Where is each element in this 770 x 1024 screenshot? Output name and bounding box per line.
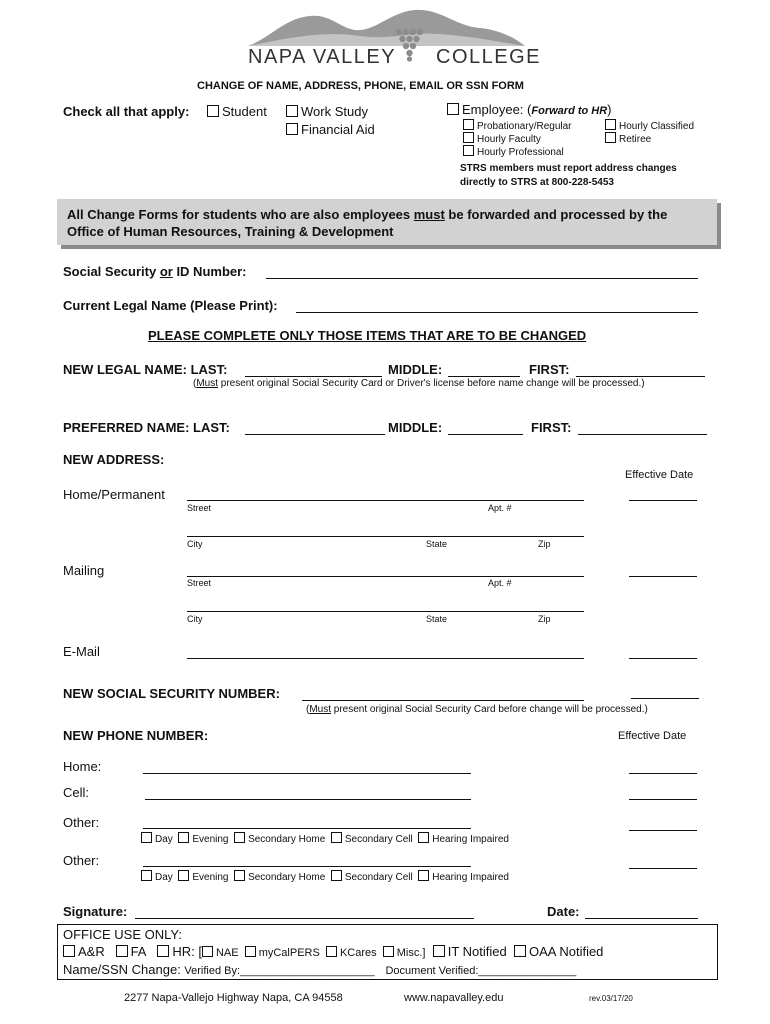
work-study-checkbox-box[interactable] xyxy=(286,105,298,117)
cell-phone-label: Cell: xyxy=(63,785,90,800)
other-phone-2-options xyxy=(141,870,509,883)
phone-effective-date-label: Effective Date xyxy=(618,730,687,742)
other-phone-1-label: Other: xyxy=(63,815,100,830)
ar-label: A&R xyxy=(78,944,105,959)
preferred-middle-label: MIDDLE: xyxy=(388,420,443,435)
grape-cluster-icon xyxy=(394,28,424,62)
option-secondary-home-checkbox[interactable] xyxy=(234,834,325,845)
new-legal-middle-label: MIDDLE: xyxy=(388,362,443,377)
new-ssn-note xyxy=(306,704,648,715)
oaa-notified-box[interactable] xyxy=(514,945,526,957)
option-secondary-cell-label: Secondary Cell xyxy=(344,872,413,883)
home-phone-date-input[interactable] xyxy=(629,759,697,774)
employee-checkbox[interactable] xyxy=(447,102,612,117)
current-legal-name-label: Current Legal Name (Please Print): xyxy=(63,298,278,313)
oaa-notified-checkbox[interactable] xyxy=(514,944,603,959)
option-evening-checkbox[interactable] xyxy=(178,872,228,883)
banner-line2: Office of Human Resources, Training & Development xyxy=(67,224,394,239)
hourly-professional-checkbox-box[interactable] xyxy=(463,145,474,156)
kcares-box[interactable] xyxy=(326,946,337,957)
new-ssn-input[interactable] xyxy=(302,686,584,701)
other-phone-1-input[interactable] xyxy=(143,814,471,829)
college-name-left: NAPA VALLEY xyxy=(248,46,397,68)
option-secondary-home-box[interactable] xyxy=(234,870,245,881)
nae-label: NAE xyxy=(215,947,239,959)
option-secondary-home-label: Secondary Home xyxy=(248,834,326,845)
ssn-id-or: or xyxy=(159,264,173,279)
option-evening-checkbox[interactable] xyxy=(178,834,228,845)
check-all-label: Check all that apply: xyxy=(63,104,190,119)
other-phone-2-date-input[interactable] xyxy=(629,854,697,869)
student-checkbox-box[interactable] xyxy=(207,105,219,117)
option-day-label: Day xyxy=(155,834,173,845)
mycalpers-label: myCalPERS xyxy=(258,947,320,959)
option-day-checkbox[interactable] xyxy=(141,834,173,845)
current-legal-name-input[interactable] xyxy=(296,298,698,313)
financial-aid-label: Financial Aid xyxy=(301,122,375,137)
cell-phone-input[interactable] xyxy=(145,785,471,800)
date-label: Date: xyxy=(547,904,580,919)
instruction-heading: PLEASE COMPLETE ONLY THOSE ITEMS THAT ARE TO BE CHANGED xyxy=(148,328,587,343)
new-legal-name-note xyxy=(193,378,645,389)
cell-phone-date-input[interactable] xyxy=(629,785,697,800)
hr-checkbox[interactable] xyxy=(157,944,202,959)
hourly-classified-checkbox[interactable] xyxy=(605,119,694,132)
it-notified-checkbox[interactable] xyxy=(433,944,507,959)
student-checkbox[interactable] xyxy=(207,104,267,119)
employee-note-close: ) xyxy=(607,102,612,117)
preferred-first-label: FIRST: xyxy=(531,420,572,435)
option-secondary-cell-checkbox[interactable] xyxy=(331,872,413,883)
verified-by-field[interactable]: Verified By:______________________ xyxy=(184,965,375,977)
option-hearing-impaired-box[interactable] xyxy=(418,870,429,881)
new-legal-note-open: ( xyxy=(193,378,197,389)
financial-aid-checkbox-box[interactable] xyxy=(286,123,298,135)
fa-box[interactable] xyxy=(116,945,128,957)
new-legal-name-label: NEW LEGAL NAME: LAST: xyxy=(63,362,228,377)
employee-note: Forward to HR xyxy=(531,105,608,117)
new-ssn-note-rest: present original Social Security Card before change will be processed.) xyxy=(331,704,648,715)
home-state-caption: State xyxy=(426,539,448,549)
employee-label: Employee: xyxy=(462,102,524,117)
option-evening-box[interactable] xyxy=(178,870,189,881)
email-input[interactable] xyxy=(187,644,584,659)
name-ssn-change-label: Name/SSN Change: xyxy=(63,962,181,977)
oaa-notified-label: OAA Notified xyxy=(528,944,604,959)
misc-box[interactable] xyxy=(383,946,394,957)
other-phone-2-label: Other: xyxy=(63,853,100,868)
home-phone-label: Home: xyxy=(63,759,102,774)
hourly-professional-checkbox[interactable] xyxy=(463,145,564,158)
home-effective-date-input[interactable] xyxy=(629,486,697,501)
work-study-checkbox[interactable] xyxy=(286,104,368,119)
new-phone-heading: NEW PHONE NUMBER: xyxy=(63,728,209,743)
office-use-row1 xyxy=(63,944,603,959)
hourly-classified-label: Hourly Classified xyxy=(619,121,695,132)
home-city-caption: City xyxy=(187,539,203,549)
office-use-box xyxy=(57,924,718,980)
banner-line1 xyxy=(67,207,667,222)
home-permanent-label: Home/Permanent xyxy=(63,487,165,502)
other-phone-1-options xyxy=(141,832,509,845)
probationary-checkbox-box[interactable] xyxy=(463,119,474,130)
nae-box[interactable] xyxy=(202,946,213,957)
option-hearing-impaired-label: Hearing Impaired xyxy=(432,872,509,883)
mailing-street-input[interactable] xyxy=(187,562,584,577)
retiree-label: Retiree xyxy=(619,134,652,145)
option-secondary-cell-box[interactable] xyxy=(331,832,342,843)
new-ssn-note-open: ( xyxy=(306,704,310,715)
email-label: E-Mail xyxy=(63,644,100,659)
mailing-state-caption: State xyxy=(426,614,448,624)
ssn-id-label-b: ID Number: xyxy=(172,264,247,279)
banner-line1-a: All Change Forms for students who are also employees xyxy=(67,207,414,222)
hourly-classified-checkbox-box[interactable] xyxy=(605,119,616,130)
mailing-label: Mailing xyxy=(63,563,105,578)
ar-checkbox[interactable] xyxy=(63,944,105,959)
hourly-faculty-label: Hourly Faculty xyxy=(477,134,541,145)
nae-checkbox[interactable] xyxy=(202,947,239,959)
retiree-checkbox[interactable] xyxy=(605,132,651,145)
mountain-logo-icon xyxy=(240,8,530,48)
option-secondary-cell-label: Secondary Cell xyxy=(344,834,413,845)
college-name-right: COLLEGE xyxy=(436,46,541,68)
mycalpers-box[interactable] xyxy=(245,946,256,957)
new-ssn-effective-date-input[interactable] xyxy=(631,684,699,699)
mailing-city-caption: City xyxy=(187,614,203,624)
fa-label: FA xyxy=(130,944,147,959)
option-day-box[interactable] xyxy=(141,832,152,843)
mailing-city-state-zip-input[interactable] xyxy=(187,597,584,612)
office-use-row2 xyxy=(63,962,576,977)
option-day-box[interactable] xyxy=(141,870,152,881)
ssn-id-label-a: Social Security xyxy=(63,264,160,279)
email-effective-date-input[interactable] xyxy=(629,644,697,659)
hr-box[interactable] xyxy=(157,945,169,957)
signature-label: Signature: xyxy=(63,904,128,919)
option-hearing-impaired-checkbox[interactable] xyxy=(418,834,509,845)
ssn-id-label xyxy=(63,264,247,279)
ar-box[interactable] xyxy=(63,945,75,957)
notice-banner xyxy=(57,199,717,245)
new-ssn-label: NEW SOCIAL SECURITY NUMBER: xyxy=(63,686,280,701)
kcares-label: KCares xyxy=(339,947,377,959)
hourly-professional-label: Hourly Professional xyxy=(477,147,564,158)
fa-checkbox[interactable] xyxy=(116,944,147,959)
option-secondary-home-checkbox[interactable] xyxy=(234,872,325,883)
employee-note-open: ( xyxy=(527,102,532,117)
other-phone-2-input[interactable] xyxy=(143,852,471,867)
new-address-heading: NEW ADDRESS: xyxy=(63,452,165,467)
misc-label: Misc.] xyxy=(396,947,426,959)
option-hearing-impaired-box[interactable] xyxy=(418,832,429,843)
option-secondary-home-label: Secondary Home xyxy=(248,872,326,883)
mailing-effective-date-input[interactable] xyxy=(629,562,697,577)
signature-date-input[interactable] xyxy=(585,904,698,919)
retiree-checkbox-box[interactable] xyxy=(605,132,616,143)
other-phone-1-date-input[interactable] xyxy=(629,816,697,831)
ssn-id-input[interactable] xyxy=(266,264,698,279)
office-use-title: OFFICE USE ONLY: xyxy=(63,927,182,942)
hr-label: HR: [ xyxy=(172,944,202,959)
home-phone-input[interactable] xyxy=(143,759,471,774)
mailing-zip-caption: Zip xyxy=(538,614,551,624)
preferred-middle-input[interactable] xyxy=(448,420,523,435)
home-apt-caption: Apt. # xyxy=(488,503,512,513)
option-secondary-home-box[interactable] xyxy=(234,832,245,843)
work-study-label: Work Study xyxy=(301,104,368,119)
address-effective-date-label: Effective Date xyxy=(625,469,694,481)
strs-note-line1: STRS members must report address changes xyxy=(460,163,677,174)
probationary-label: Probationary/Regular xyxy=(477,121,572,132)
preferred-first-input[interactable] xyxy=(578,420,707,435)
hourly-faculty-checkbox[interactable] xyxy=(463,132,541,145)
signature-input[interactable] xyxy=(135,904,474,919)
home-city-state-zip-input[interactable] xyxy=(187,522,584,537)
new-ssn-note-must: Must xyxy=(309,704,332,715)
hourly-faculty-checkbox-box[interactable] xyxy=(463,132,474,143)
new-legal-note-rest: present original Social Security Card or Driver's license before name change will be processed.) xyxy=(218,378,645,389)
strs-note-line2: directly to STRS at 800-228-5453 xyxy=(460,177,614,188)
it-notified-box[interactable] xyxy=(433,945,445,957)
home-zip-caption: Zip xyxy=(538,539,551,549)
option-hearing-impaired-checkbox[interactable] xyxy=(418,872,509,883)
new-legal-first-input[interactable] xyxy=(576,362,705,377)
new-legal-middle-input[interactable] xyxy=(448,362,520,377)
college-logo xyxy=(240,8,541,70)
option-evening-box[interactable] xyxy=(178,832,189,843)
banner-must: must xyxy=(413,207,445,222)
new-legal-note-must: Must xyxy=(196,378,219,389)
it-notified-label: IT Notified xyxy=(447,944,507,959)
footer-address: 2277 Napa-Vallejo Highway Napa, CA 94558 xyxy=(124,992,343,1004)
financial-aid-checkbox[interactable] xyxy=(286,122,375,137)
option-secondary-cell-box[interactable] xyxy=(331,870,342,881)
option-day-label: Day xyxy=(155,872,173,883)
hr-sub-options xyxy=(202,947,426,959)
kcares-checkbox[interactable] xyxy=(326,947,377,959)
mailing-street-caption: Street xyxy=(187,578,212,588)
footer-website[interactable]: www.napavalley.edu xyxy=(404,992,504,1004)
new-legal-last-input[interactable] xyxy=(245,362,382,377)
document-verified-field[interactable]: Document Verified:________________ xyxy=(385,965,577,977)
option-evening-label: Evening xyxy=(192,834,229,845)
option-day-checkbox[interactable] xyxy=(141,872,173,883)
mailing-apt-caption: Apt. # xyxy=(488,578,512,588)
preferred-last-input[interactable] xyxy=(245,420,385,435)
misc-checkbox[interactable] xyxy=(383,947,426,959)
probationary-checkbox[interactable] xyxy=(463,119,572,132)
mycalpers-checkbox[interactable] xyxy=(245,947,320,959)
home-street-caption: Street xyxy=(187,503,212,513)
home-street-input[interactable] xyxy=(187,486,584,501)
footer-revision: rev.03/17/20 xyxy=(589,994,633,1003)
form-title: CHANGE OF NAME, ADDRESS, PHONE, EMAIL OR SSN FORM xyxy=(197,80,524,92)
option-evening-label: Evening xyxy=(192,872,229,883)
banner-line1-b: be forwarded and processed by the xyxy=(444,207,668,222)
option-hearing-impaired-label: Hearing Impaired xyxy=(432,834,509,845)
preferred-name-label: PREFERRED NAME: LAST: xyxy=(63,420,230,435)
new-legal-first-label: FIRST: xyxy=(529,362,570,377)
option-secondary-cell-checkbox[interactable] xyxy=(331,834,413,845)
student-label: Student xyxy=(222,104,267,119)
employee-checkbox-box[interactable] xyxy=(447,103,459,115)
